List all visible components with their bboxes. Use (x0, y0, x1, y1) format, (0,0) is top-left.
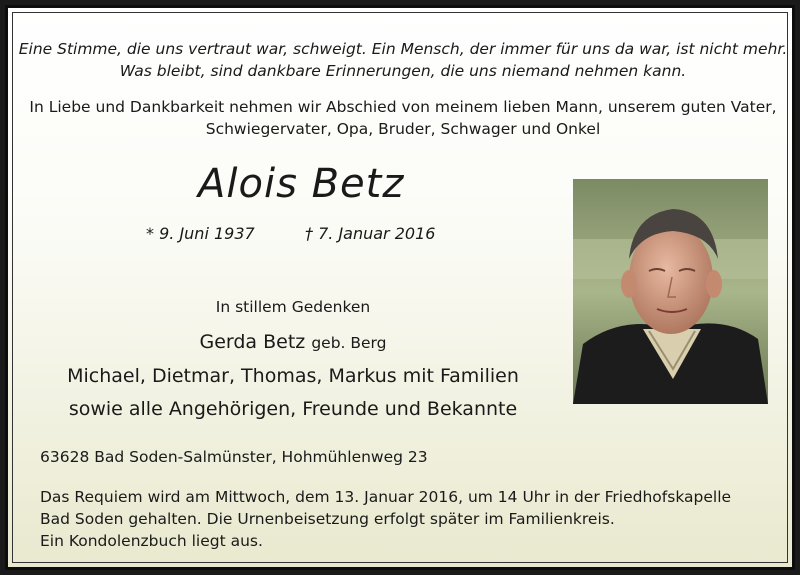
spouse-name: Gerda Betz (199, 331, 306, 353)
obituary-card (5, 5, 795, 570)
intro-text (8, 96, 798, 140)
spouse-maiden-name: geb. Berg (311, 334, 387, 352)
deceased-name: Alois Betz (198, 161, 405, 207)
birth-date: * 9. Juni 1937 (146, 224, 255, 243)
requiem-line-1: Das Requiem wird am Mittwoch, dem 13. Januar 2016, um 14 Uhr in der Friedhofskapelle (40, 488, 732, 506)
requiem-line-3: Ein Kondolenzbuch liegt aus. (40, 532, 263, 550)
mourners-heading: In stillem Gedenken (215, 298, 371, 316)
intro-line-2: Schwiegervater, Opa, Bruder, Schwager und Onkel (205, 120, 601, 138)
death-date: † 7. Januar 2016 (305, 224, 436, 243)
poem (8, 38, 798, 82)
requiem-line-2: Bad Soden gehalten. Die Urnenbeisetzung erfolgt später im Familienkreis. (40, 510, 615, 528)
requiem-info (40, 486, 731, 552)
address: 63628 Bad Soden-Salmünster, Hohmühlenweg 23 (40, 448, 428, 466)
poem-line-2: Was bleibt, sind dankbare Erinnerungen, die uns niemand nehmen kann. (119, 62, 687, 80)
poem-line-1: Eine Stimme, die uns vertraut war, schweigt. Ein Mensch, der immer für uns da war, ist nicht mehr. (18, 40, 788, 58)
children-line: Michael, Dietmar, Thomas, Markus mit Familien (67, 365, 519, 387)
others-line: sowie alle Angehörigen, Freunde und Bekannte (68, 398, 518, 420)
spouse-line (8, 331, 578, 353)
portrait-illustration (573, 179, 768, 404)
intro-line-1: In Liebe und Dankbarkeit nehmen wir Abschied von meinem lieben Mann, unserem guten Vater, (29, 98, 777, 116)
portrait-photo (573, 179, 768, 404)
